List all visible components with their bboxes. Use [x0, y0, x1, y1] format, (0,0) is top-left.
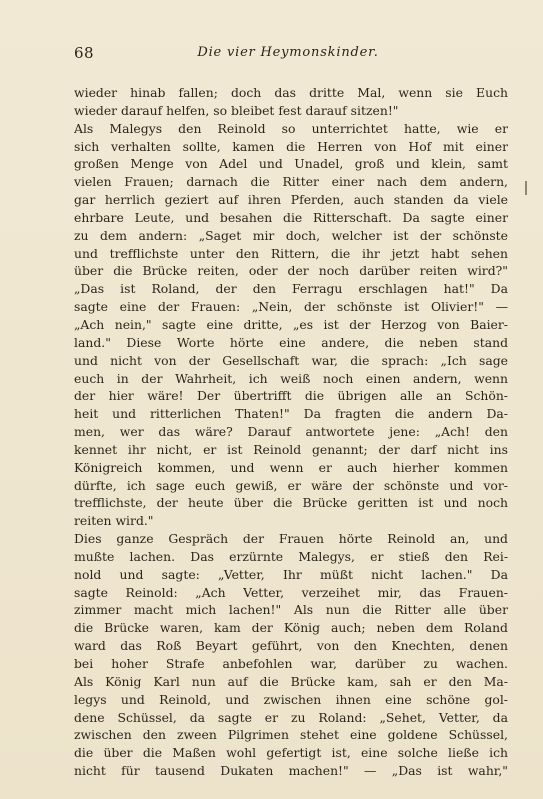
running-head: Die vier Heymonskinder. [197, 45, 379, 60]
text-line: land." Diese Worte hörte eine andere, die neben stand [74, 334, 508, 350]
text-line: Königreich kommen, und wenn er auch hierher kommen [74, 459, 508, 475]
text-line: dürfte, ich sage euch gewiß, er wäre der schönste und vor- [74, 477, 508, 493]
text-line: euch in der Wahrheit, ich weiß noch einen andern, wenn [74, 370, 508, 386]
text-line: dene Schüssel, da sagte er zu Roland: „Sehet, Vetter, da [74, 709, 508, 725]
text-line: sich verhalten sollte, kamen die Herren von Hof mit einer [74, 138, 508, 154]
text-line: über die Brücke reiten, oder der noch darüber reiten wird?" [74, 263, 508, 279]
text-line: zimmer macht mich lachen!" Als nun die Ritter alle über [74, 602, 508, 618]
text-line: der hier wäre! Der übertrifft die übrigen alle an Schön- [74, 388, 508, 404]
text-line: trefflichste, der heute über die Brücke geritten ist und noch [74, 495, 508, 511]
body-text [74, 84, 508, 780]
text-line: reiten wird." [74, 513, 154, 529]
text-line: „Das ist Roland, der den Ferragu erschlagen hat!" Da [74, 281, 508, 297]
text-line: die über die Maßen wohl gefertigt ist, eine solche ließe ich [74, 745, 508, 761]
text-line: Als Malegys den Reinold so unterrichtet hatte, wie er [74, 120, 508, 136]
text-line: „Ach nein," sagte eine dritte, „es ist der Herzog von Baier- [74, 316, 508, 332]
text-line: vielen Frauen; darnach die Ritter einer nach dem andern, [74, 174, 508, 190]
text-line: mußte lachen. Das erzürnte Malegys, er stieß den Rei- [74, 548, 508, 564]
page-header [74, 44, 502, 64]
text-line: wieder hinab fallen; doch das dritte Mal, wenn sie Euch [74, 85, 508, 100]
text-line: und trefflichste unter den Rittern, die ihr jetzt habt sehen [74, 245, 508, 261]
text-line: sagte Reinold: „Ach Vetter, verzeihet mir, das Frauen- [74, 584, 508, 600]
text-line: ehrbare Leute, und besahen die Ritterschaft. Da sagte einer [74, 209, 508, 225]
margin-mark [525, 181, 527, 195]
text-line: legys und Reinold, und zwischen ihnen eine schöne gol- [74, 691, 508, 707]
text-line: und nicht von der Gesellschaft war, die sprach: „Ich sage [74, 352, 508, 368]
text-line: bei hoher Strafe anbefohlen war, darüber zu wachen. [74, 656, 508, 671]
page-number: 68 [74, 44, 95, 62]
text-line: sagte eine der Frauen: „Nein, der schönste ist Olivier!" — [74, 299, 508, 315]
text-line: die Brücke waren, kam der König auch; neben dem Roland [74, 620, 508, 636]
text-line: wieder darauf helfen, so bleibet fest darauf sitzen!" [74, 102, 399, 118]
text-line: men, wer das wäre? Darauf antwortete jene: „Ach! den [74, 424, 508, 440]
text-line: zu dem andern: „Saget mir doch, welcher ist der schönste [74, 227, 508, 243]
text-line: Dies ganze Gespräch der Frauen hörte Reinold an, und [74, 531, 508, 547]
text-line: heit und ritterlichen Thaten!" Da fragten die andern Da- [74, 406, 508, 422]
text-line: zwischen den zween Pilgrimen stehet eine goldene Schüssel, [74, 727, 508, 743]
text-line: gar herrlich geziert auf ihren Pferden, auch standen da viele [74, 192, 508, 208]
text-line: großen Menge von Adel und Unadel, groß und klein, samt [74, 156, 508, 172]
text-line: nold und sagte: „Vetter, Ihr müßt nicht lachen." Da [74, 566, 508, 582]
text-line: Als König Karl nun auf die Brücke kam, sah er den Ma- [74, 673, 508, 689]
text-line: nicht für tausend Dukaten machen!" — „Das ist wahr," [74, 763, 508, 779]
text-line: kennet ihr nicht, er ist Reinold genannt; der darf nicht ins [74, 441, 508, 457]
text-line: ward das Roß Beyart geführt, von den Knechten, denen [74, 638, 508, 654]
